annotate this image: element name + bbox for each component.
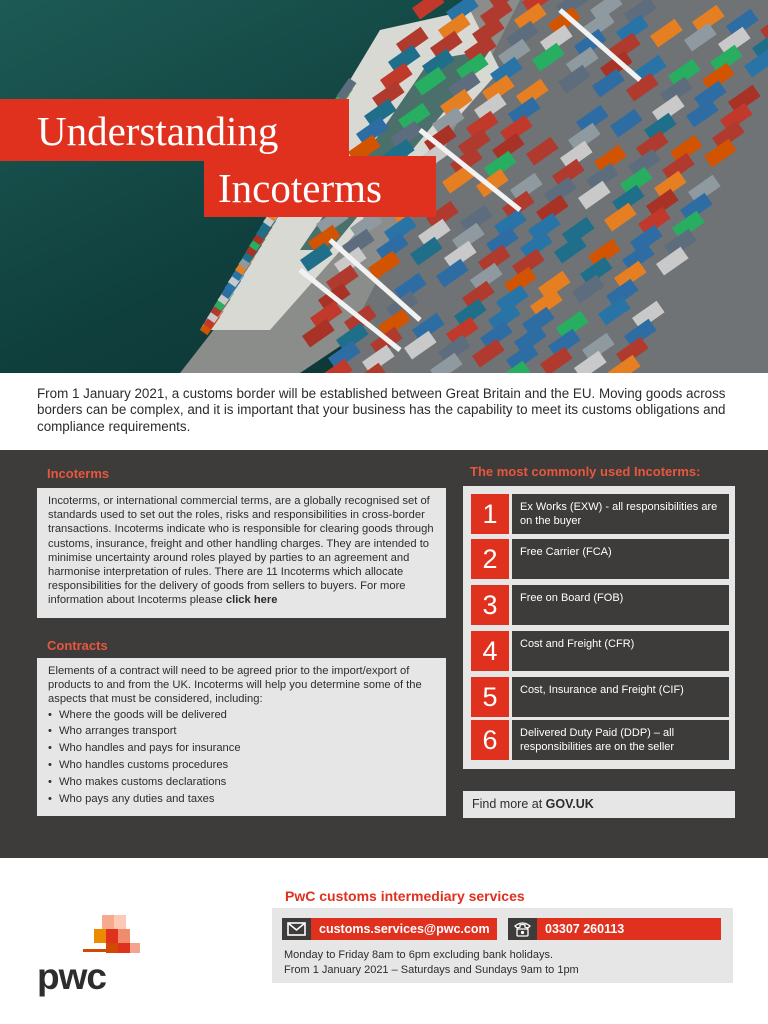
opening-hours bbox=[284, 948, 579, 977]
incoterm-label: Delivered Duty Paid (DDP) – all responsibilities are on the seller bbox=[512, 720, 729, 760]
phone-icon bbox=[508, 918, 537, 940]
incoterms-body: Incoterms, or international commercial terms, are a globally recognised set of standards used to set out the roles, risks and responsibilities in cross-border transactions. Incoterms indicate who is responsible for clearing goods through customs, insurance, freight and other handling charges. They are intended to minimise uncertainty around roles played by parties to an agreement and harmonise interpretation of rules. There are 11 Incoterms which allocate responsibilities for the delivery of goods from sellers to buyers. For more information about Incoterms please bbox=[48, 495, 434, 607]
contracts-bullet-list bbox=[48, 707, 435, 808]
incoterm-number: 4 bbox=[471, 631, 509, 671]
incoterm-label: Free on Board (FOB) bbox=[512, 585, 729, 625]
incoterm-number: 3 bbox=[471, 585, 509, 625]
list-item: • Who arranges transport bbox=[48, 723, 435, 740]
title-line-2: Incoterms bbox=[204, 156, 436, 217]
hours-line-1: Monday to Friday 8am to 6pm excluding bank holidays. bbox=[284, 949, 554, 961]
incoterm-label: Cost and Freight (CFR) bbox=[512, 631, 729, 671]
email-address[interactable]: customs.services@pwc.com bbox=[311, 918, 497, 940]
incoterm-number: 5 bbox=[471, 677, 509, 717]
contracts-heading: Contracts bbox=[47, 638, 108, 653]
incoterm-number: 6 bbox=[471, 720, 509, 760]
incoterm-label: Free Carrier (FCA) bbox=[512, 539, 729, 579]
incoterm-number: 1 bbox=[471, 494, 509, 534]
click-here-link[interactable]: click here bbox=[225, 594, 278, 607]
list-item: • Who makes customs declarations bbox=[48, 774, 435, 791]
list-item: • Who handles customs procedures bbox=[48, 757, 435, 774]
contracts-card bbox=[37, 658, 446, 816]
contracts-body: Elements of a contract will need to be agreed prior to the import/export of products to and from the UK. Incoterms will help you determine some of the aspects that must be considered, including: bbox=[48, 665, 422, 706]
pwc-logo-mark-icon bbox=[37, 913, 143, 961]
pwc-logo bbox=[37, 913, 143, 997]
hero-image bbox=[0, 0, 768, 373]
phone-number[interactable]: 03307 260113 bbox=[537, 918, 721, 940]
email-contact[interactable] bbox=[282, 918, 497, 940]
hours-line-2: From 1 January 2021 – Saturdays and Sundays 9am to 1pm bbox=[284, 963, 579, 976]
incoterm-row bbox=[471, 494, 729, 534]
contact-box bbox=[272, 908, 733, 983]
incoterm-number: 2 bbox=[471, 539, 509, 579]
pwc-wordmark: pwc bbox=[37, 956, 106, 997]
incoterm-label: Ex Works (EXW) - all responsibilities are on the buyer bbox=[512, 494, 729, 534]
service-title: PwC customs intermediary services bbox=[285, 888, 525, 904]
incoterm-row bbox=[471, 539, 729, 579]
phone-contact[interactable] bbox=[508, 918, 721, 940]
incoterms-card bbox=[37, 488, 446, 618]
gov-uk-box bbox=[463, 791, 735, 818]
list-item: • Who pays any duties and taxes bbox=[48, 791, 435, 808]
incoterm-row bbox=[471, 585, 729, 625]
list-item: • Where the goods will be delivered bbox=[48, 707, 435, 724]
list-item: • Who handles and pays for insurance bbox=[48, 740, 435, 757]
incoterms-heading: Incoterms bbox=[47, 466, 110, 481]
gov-uk-link[interactable]: GOV.UK bbox=[545, 797, 594, 811]
incoterm-row bbox=[471, 720, 729, 760]
common-incoterms-heading: The most commonly used Incoterms: bbox=[470, 464, 701, 479]
incoterm-row bbox=[471, 677, 729, 717]
incoterm-label: Cost, Insurance and Freight (CIF) bbox=[512, 677, 729, 717]
title-line-1: Understanding bbox=[0, 99, 349, 161]
incoterm-row bbox=[471, 631, 729, 671]
intro-paragraph: From 1 January 2021, a customs border will be established between Great Britain and the EU. Moving goods across borders can be complex, and it is important that your business has the capability to meet its customs obligations and compliance requirements. bbox=[37, 386, 726, 434]
incoterms-list bbox=[463, 486, 735, 769]
gov-prefix: Find more at bbox=[472, 797, 543, 811]
envelope-icon bbox=[282, 918, 311, 940]
